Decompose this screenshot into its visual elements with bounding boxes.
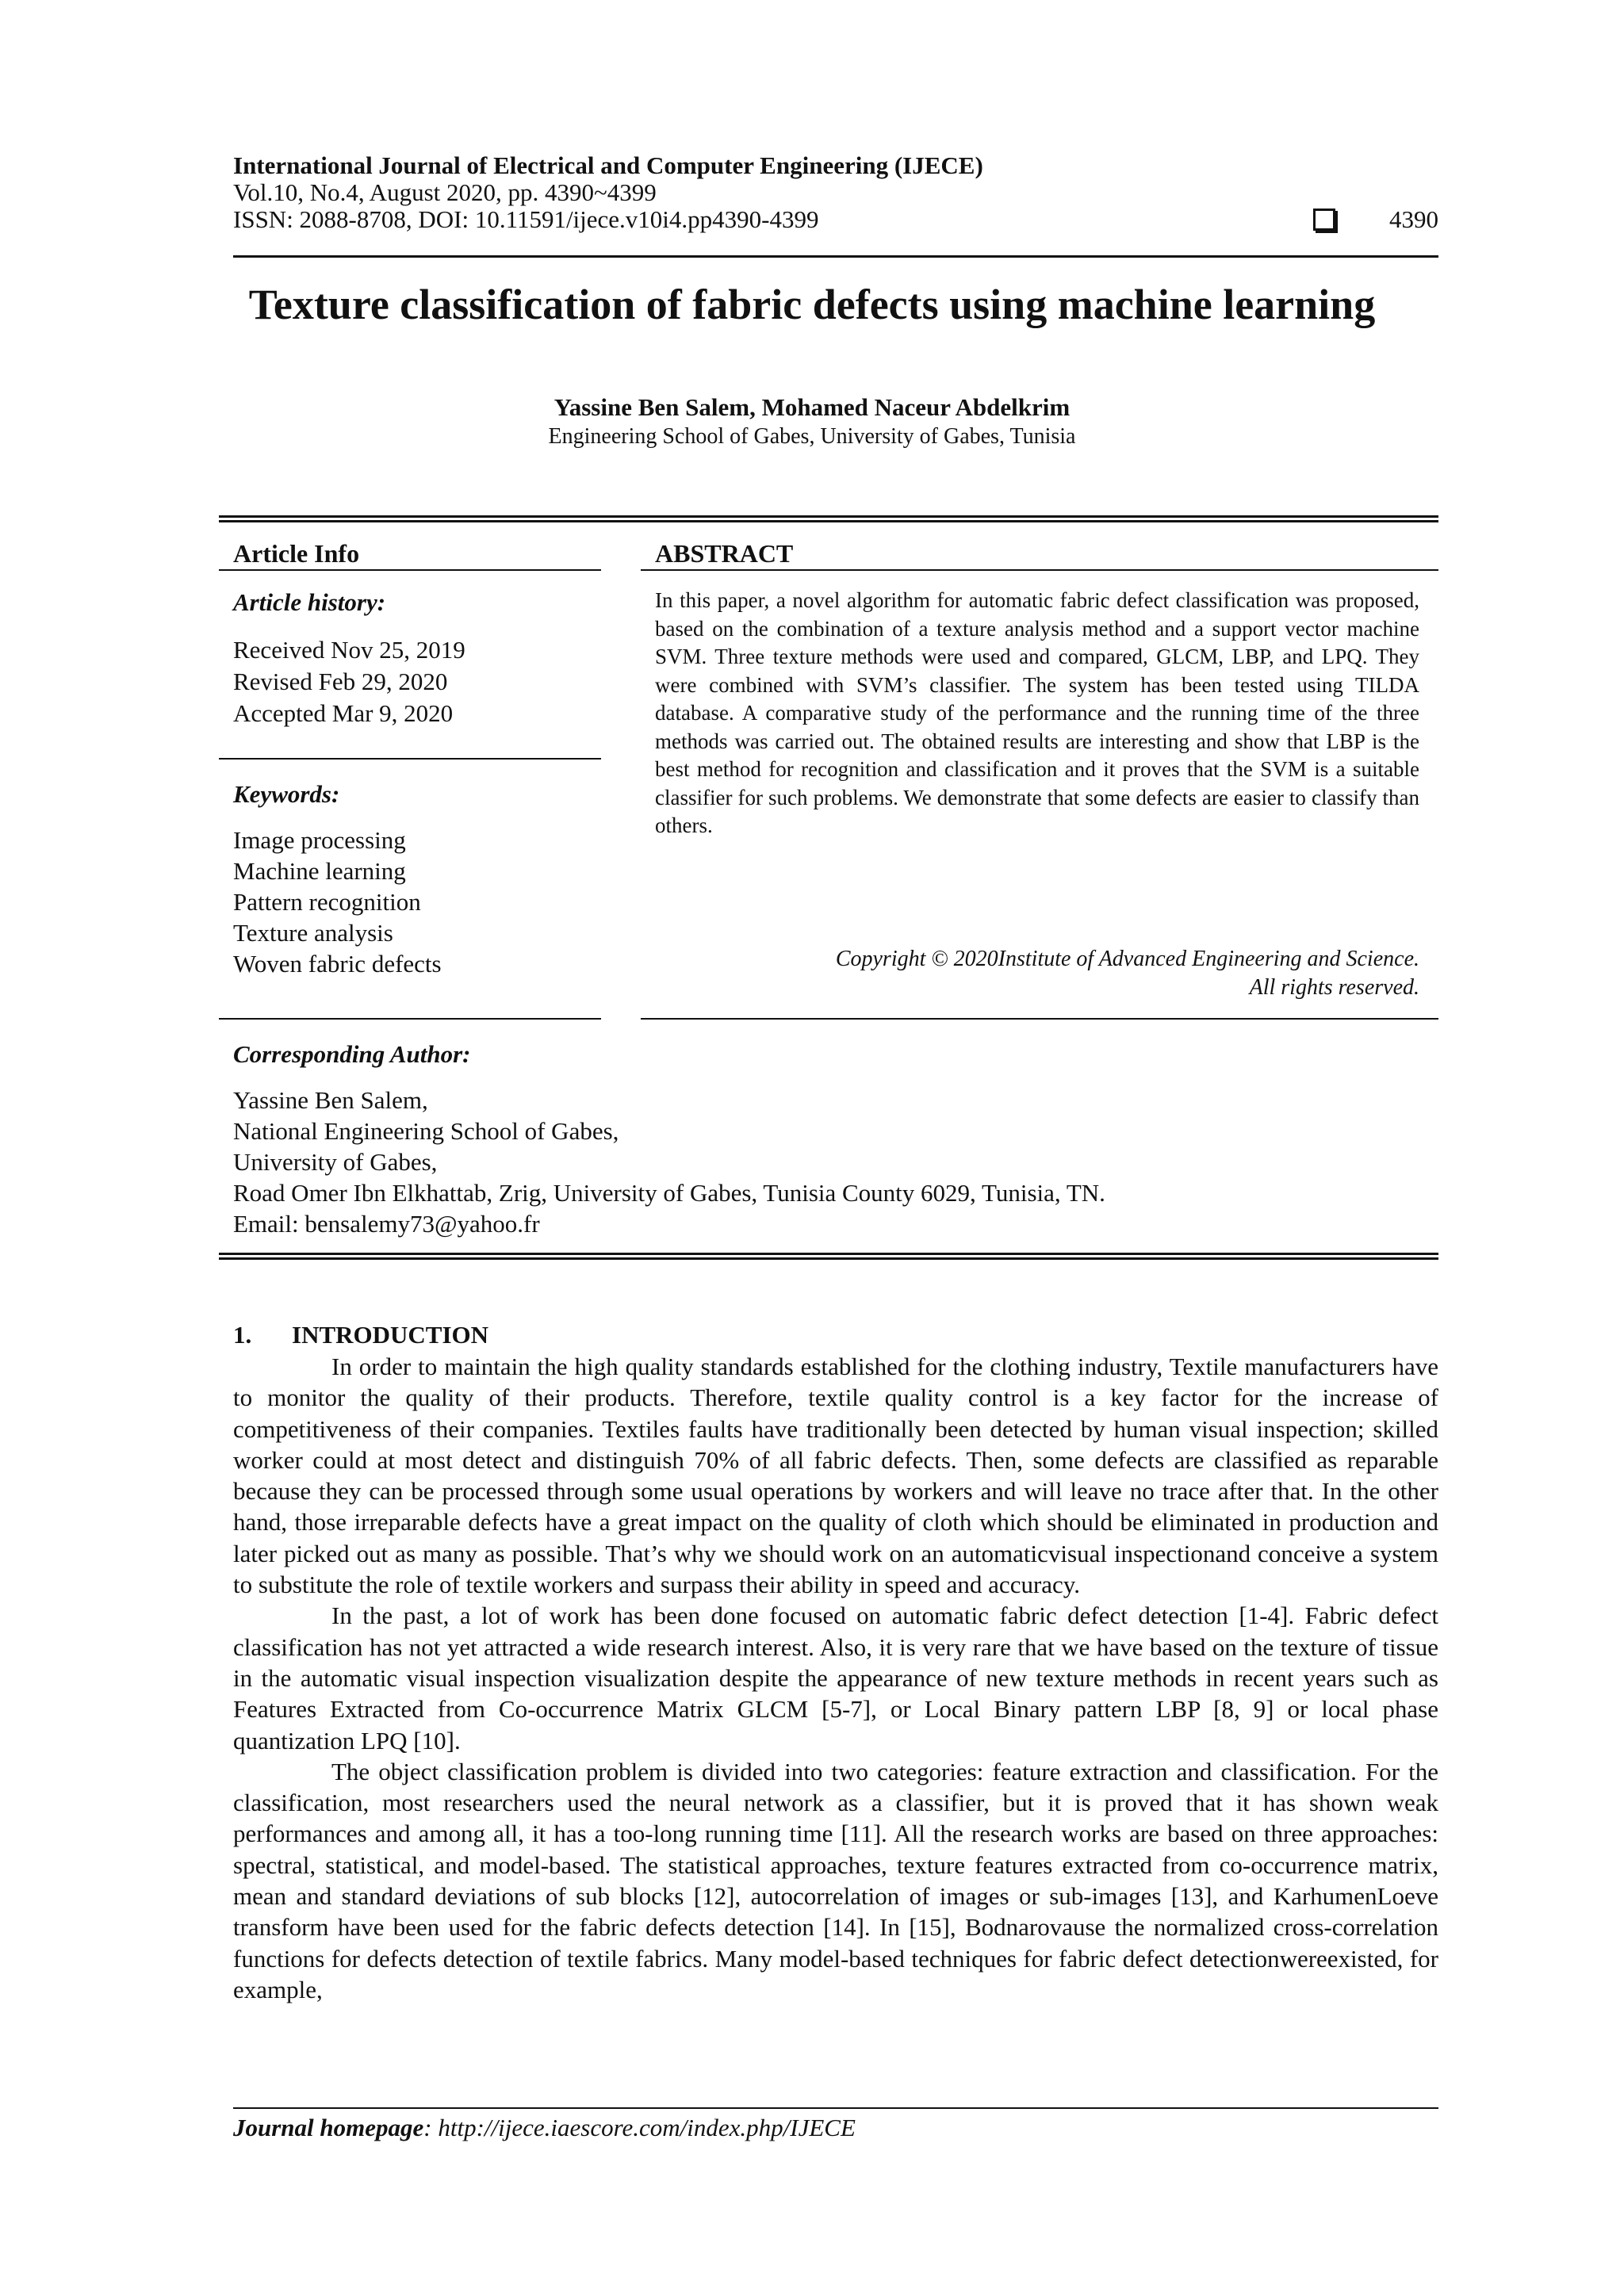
square-bullet-icon (1313, 209, 1335, 231)
journal-homepage-footer (233, 2114, 856, 2142)
journal-name: International Journal of Electrical and Computer Engineering (IJECE) (233, 151, 983, 179)
abstract-heading: ABSTRACT (655, 539, 794, 568)
copyright-line-1: Copyright © 2020Institute of Advanced Engineering and Science. (835, 947, 1419, 971)
infobox-bottom-rule (219, 1253, 1438, 1255)
revised-date: Revised Feb 29, 2020 (233, 668, 448, 695)
infobox-top-rule (219, 515, 1438, 518)
issn-doi-line: ISSN: 2088-8708, DOI: 10.11591/ijece.v10i4.pp4390-4399 (233, 205, 819, 233)
abstract-bottom-rule (641, 1018, 1438, 1020)
keywords-heading: Keywords: (233, 780, 340, 808)
footer-label: Journal homepage (233, 2114, 424, 2141)
paragraph: The object classification problem is divided into two categories: feature extraction and classification. For the classification, most researchers used the neural network as a classifier, but it is proved that it has shown weak performances and among all, it has a too-long running time [11]. All the research works are based on three approaches: spectral, statistical, and model-based. The statistical approaches, texture features extracted from co-occurrence matrix, mean and standard deviations of sub blocks [12], autocorrelation of images or sub-images [13], and KarhumenLoeve transform have been used for the fabric defects detection [14]. In [15], Bodnarovause the normalized cross-correlation functions for defects detection of textile fabrics. Many model-based techniques for fabric defect detectionwereexisted, for example, (233, 1757, 1438, 2003)
keyword-item: Machine learning (233, 857, 406, 885)
author-address: Road Omer Ibn Elkhattab, Zrig, University of Gabes, Tunisia County 6029, Tunisia, TN. (233, 1179, 1105, 1207)
paragraph: In order to maintain the high quality standards established for the clothing industry, Textile manufacturers have to monitor the quality of their products. Therefore, textile quality control is a key factor for the increase of competitiveness of their companies. Textiles faults have traditionally been detected by human visual inspection; skilled worker could at most detect and distinguish 70% of all fabric defects. Then, some defects are classified as reparable because they can be processed through some usual operations by workers and will leave no trace after that. In the other hand, those irreparable defects have a great impact on the quality of cloth which should be eliminated in production and later picked out as many as possible. That’s why we should work on an automaticvisual inspectionand conceive a system to substitute the role of textile workers and surpass their ability in speed and accuracy. (233, 1353, 1438, 1599)
section-number: 1. (233, 1321, 252, 1349)
article-info-rule (219, 569, 601, 571)
paragraph: In the past, a lot of work has been done focused on automatic fabric defect detection [1-4]. Fabric defect classification has not yet attracted a wide research interest. Also, it is very rare that we have based on the texture of tissue in the automatic visual inspection visualization despite the appearance of new texture methods in recent years such as Features Extracted from Co-occurrence Matrix GLCM [5-7], or Local Binary pattern LBP [8, 9] or local phase quantization LPQ [10]. (233, 1601, 1438, 1755)
keyword-item: Image processing (233, 826, 406, 854)
footer-rule (233, 2107, 1438, 2109)
infobox-bottom-rule-2 (219, 1257, 1438, 1260)
history-rule (219, 758, 601, 760)
copyright-line-2: All rights reserved. (1249, 975, 1419, 1000)
article-info-heading: Article Info (233, 539, 360, 568)
affiliation: Engineering School of Gabes, University of Gabes, Tunisia (548, 424, 1076, 449)
author-email: Email: bensalemy73@yahoo.fr (233, 1210, 540, 1238)
corresponding-author-block (233, 1085, 1105, 1239)
accepted-date: Accepted Mar 9, 2020 (233, 699, 454, 727)
keyword-item: Texture analysis (233, 919, 393, 947)
authors: Yassine Ben Salem, Mohamed Naceur Abdelkrim (553, 393, 1071, 421)
header-rule (233, 255, 1438, 258)
keyword-item: Woven fabric defects (233, 950, 442, 978)
corresponding-author-heading: Corresponding Author: (233, 1040, 471, 1068)
section-heading (233, 1321, 488, 1349)
author-name: Yassine Ben Salem, (233, 1086, 428, 1114)
footer-url[interactable]: : http://ijece.iaescore.com/index.php/IJECE (423, 2114, 856, 2141)
article-history-heading: Article history: (233, 588, 386, 616)
abstract-text: In this paper, a novel algorithm for automatic fabric defect classification was proposed, based on the combination of a texture analysis method and a support vector machine SVM. Three texture methods were used and compared, GLCM, LBP, and LPQ. They were combined with SVM’s classifier. The system has been tested using TILDA database. A comparative study of the performance and the running time of the three methods was carried out. The obtained results are interesting and show that LBP is the best method for recognition and classification and it proves that the SVM is a suitable classifier for such problems. We demonstrate that some defects are easier to classify than others. (655, 588, 1419, 837)
author-university: University of Gabes, (233, 1148, 438, 1176)
author-institution: National Engineering School of Gabes, (233, 1117, 619, 1145)
journal-header (233, 152, 1438, 233)
copyright-notice (655, 945, 1419, 1002)
keywords-rule (219, 1018, 601, 1020)
section-body (233, 1351, 1438, 2005)
keyword-item: Pattern recognition (233, 888, 421, 916)
page-number: 4390 (1389, 205, 1438, 233)
infobox-top-rule-2 (219, 520, 1438, 522)
paper-title: Texture classification of fabric defects using machine learning (248, 281, 1376, 328)
received-date: Received Nov 25, 2019 (233, 636, 465, 664)
section-title: INTRODUCTION (292, 1321, 489, 1349)
volume-line: Vol.10, No.4, August 2020, pp. 4390~4399 (233, 178, 657, 206)
abstract-rule (641, 569, 1438, 571)
